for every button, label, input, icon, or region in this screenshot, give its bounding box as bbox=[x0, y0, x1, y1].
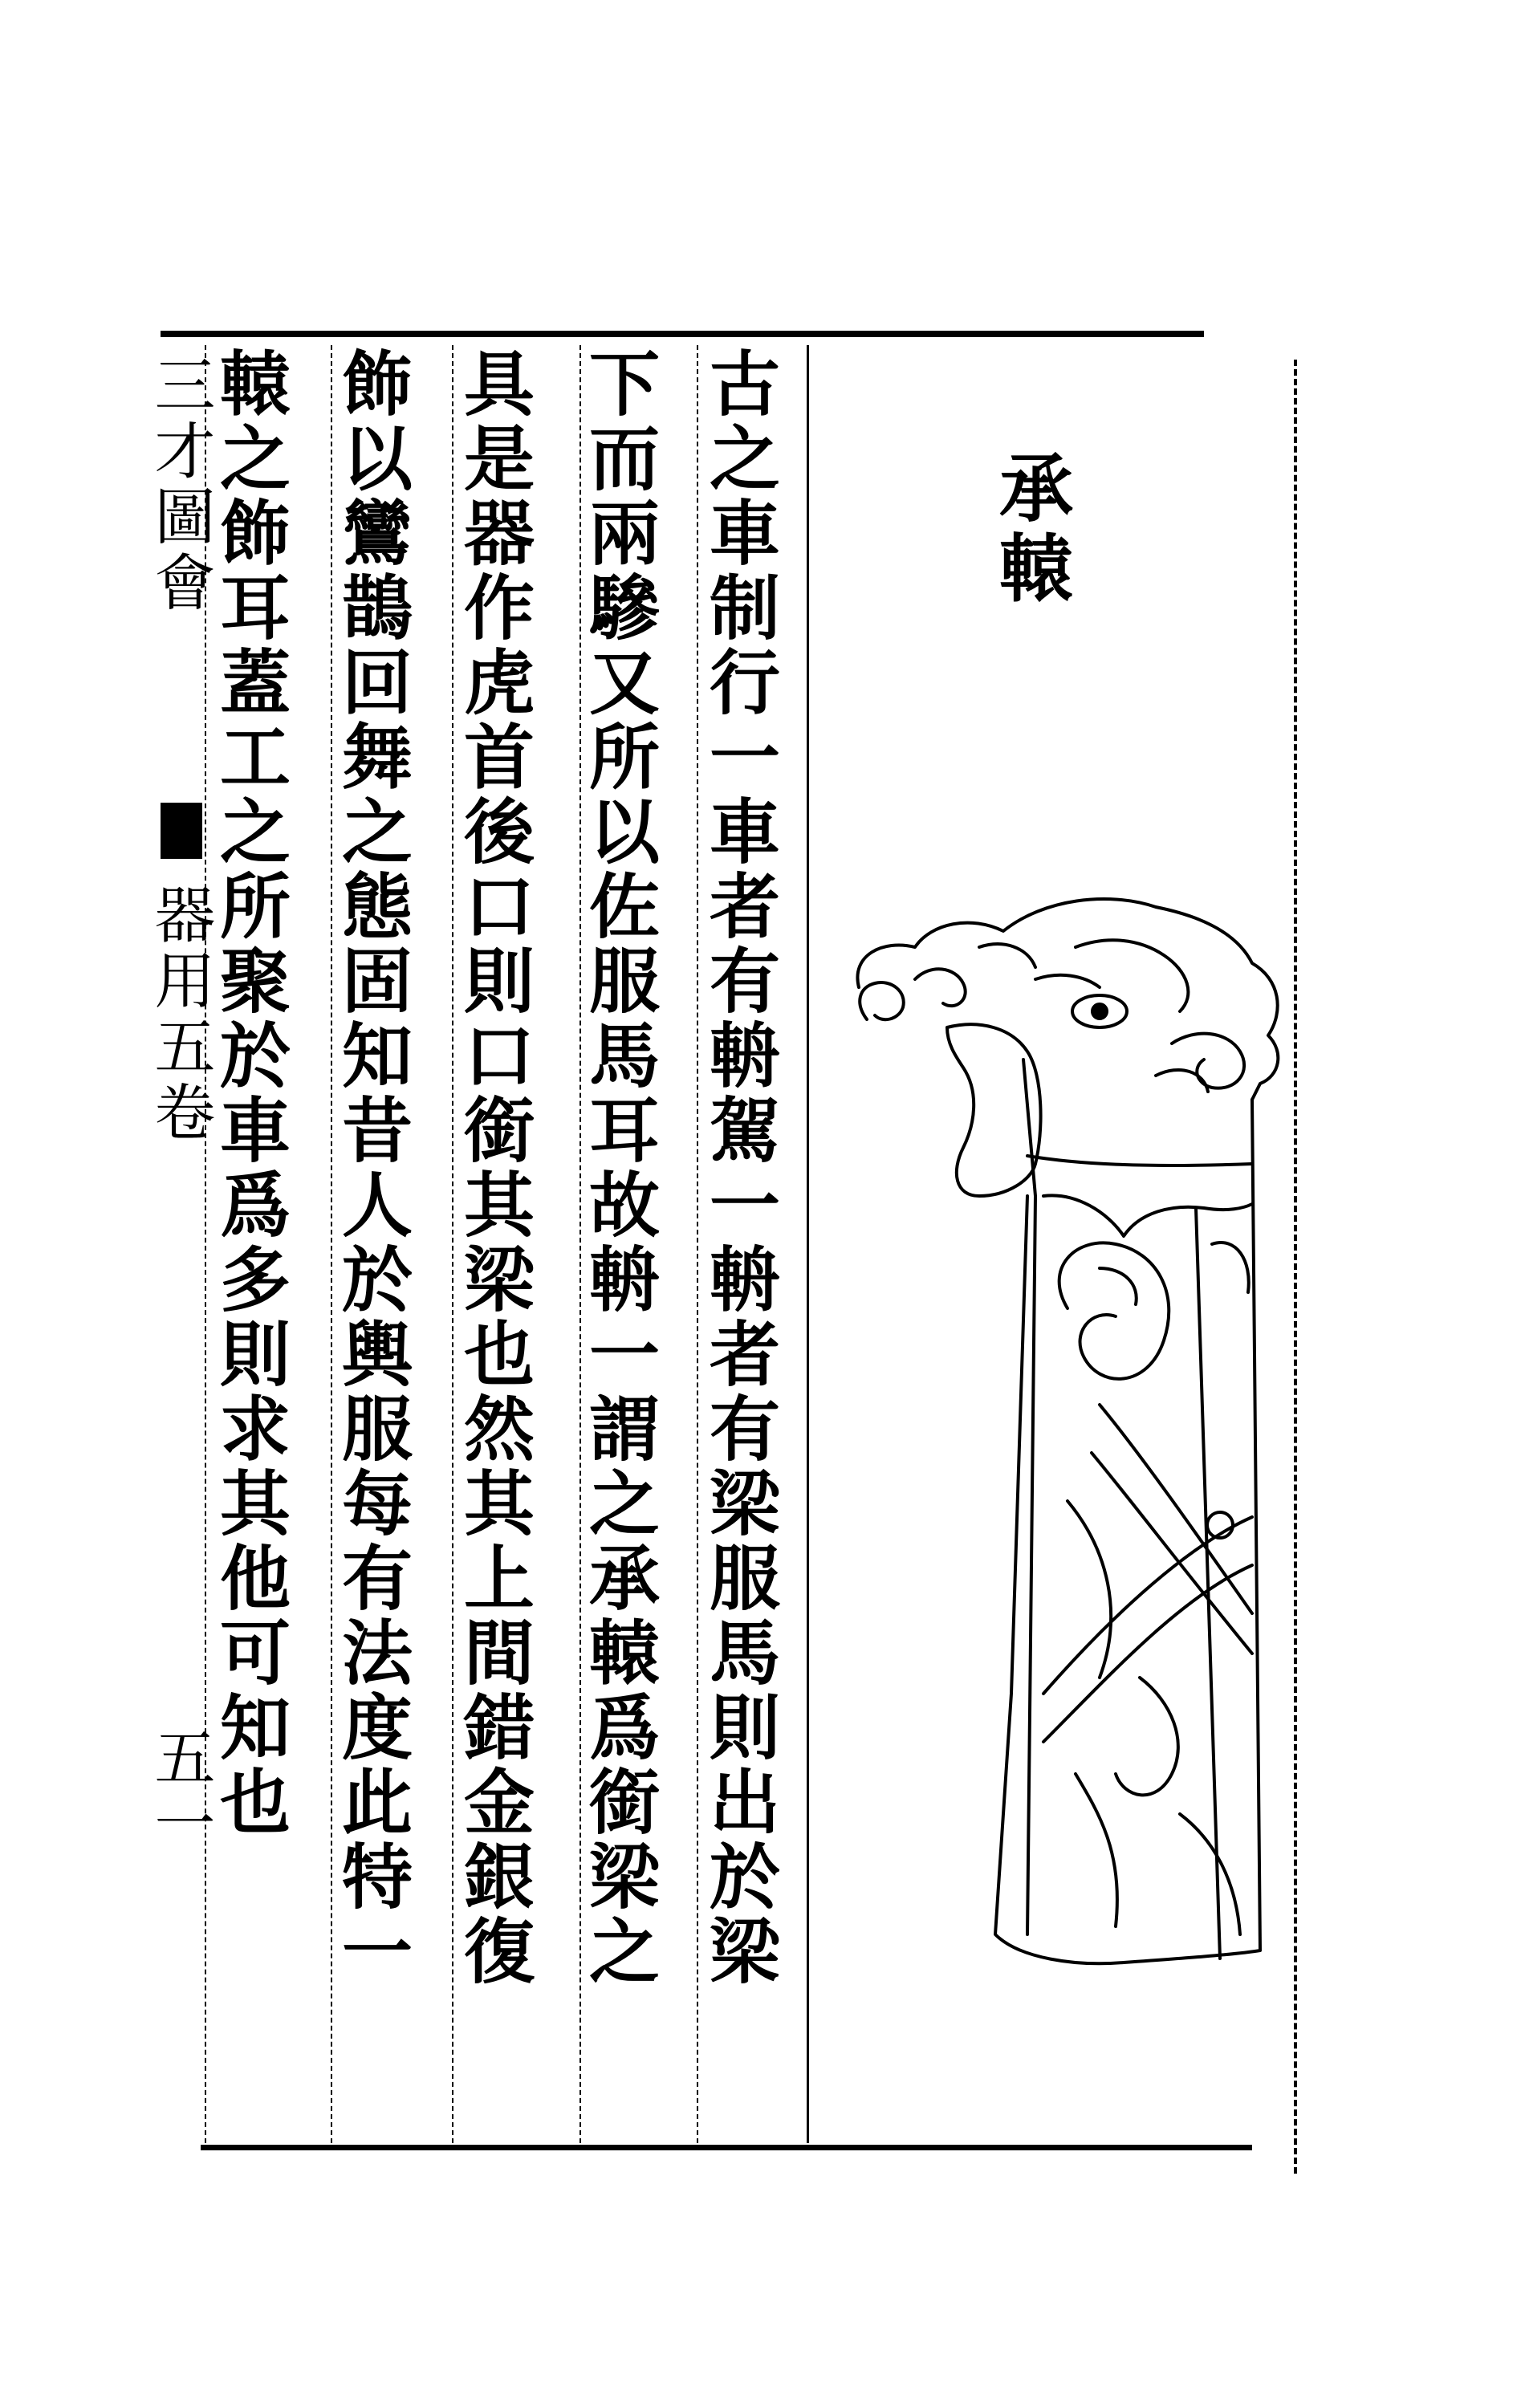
margin-section: 器用五卷 bbox=[144, 883, 216, 1146]
top-frame-rule bbox=[161, 331, 1204, 337]
margin-page-number: 五一 bbox=[144, 1726, 216, 1857]
right-frame-rule bbox=[1294, 360, 1297, 2174]
body-column-5: 轅之飾耳蓋工之所聚於車爲多則求其他可知也 bbox=[209, 347, 292, 1840]
body-column-2: 下而兩驂又所以佐服馬耳故輈一謂之承轅爲銜梁之 bbox=[578, 347, 661, 1989]
body-column-1: 古之車制行一車者有輈駕一輈者有梁服馬則出於梁 bbox=[698, 347, 782, 1989]
body-column-4: 飾以鸞鵲回舞之態固知昔人於輿服每有法度此特一 bbox=[331, 347, 414, 1989]
column-rule bbox=[807, 345, 809, 2143]
bottom-frame-rule bbox=[201, 2145, 1252, 2150]
tiger-head-yoke-fitting-icon bbox=[835, 891, 1284, 2031]
item-title: 承轅 bbox=[987, 449, 1074, 610]
margin-book-title: 三才圖會 bbox=[144, 353, 216, 616]
body-column-3: 具是器作虎首後口則口銜其梁也然其上間錯金銀復 bbox=[453, 347, 536, 1989]
fishtail-marker bbox=[161, 803, 202, 859]
